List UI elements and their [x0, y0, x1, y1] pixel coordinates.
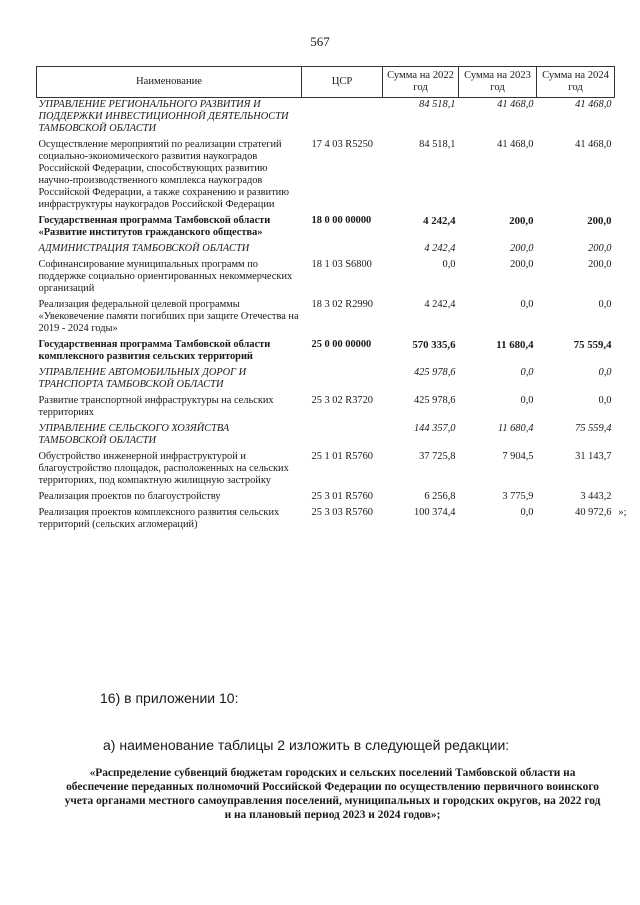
table-row	[37, 138, 615, 214]
row-name: УПРАВЛЕНИЕ АВТОМОБИЛЬНЫХ ДОРОГ И ТРАНСПОРТА ТАМБОВСКОЙ ОБЛАСТИ	[38, 367, 247, 390]
row-sum-2024: 31 143,7	[575, 451, 612, 462]
row-sum-2023: 41 468,0	[497, 139, 534, 150]
row-sum-2022: 0,0	[442, 259, 456, 270]
table-row	[37, 98, 615, 139]
row-name: Софинансирование муниципальных программ по поддержке социально ориентированных некоммерческих организаций	[38, 259, 293, 294]
row-name: УПРАВЛЕНИЕ СЕЛЬСКОГО ХОЗЯЙСТВА ТАМБОВСКОЙ ОБЛАСТИ	[38, 423, 230, 446]
row-csr	[302, 242, 383, 258]
row-sum-2024-last	[537, 506, 627, 534]
row-sum-2023: 200,0	[510, 259, 534, 270]
table-2-heading: «Распределение субвенций бюджетам городских и сельских поселений Тамбовской области на обеспечение переданных полномочий Российской Федерации по осуществлению первичного воинского учета органами местного самоуправления поселений, муниципальных и городских округов, на 2022 год и на плановый период 2023 и 2024 годов»;	[64, 767, 601, 821]
row-csr	[302, 422, 383, 450]
table-row	[37, 258, 615, 298]
row-sum-2023: 41 468,0	[497, 99, 534, 110]
table-row	[37, 394, 615, 422]
row-sum-2024: 40 972,6	[575, 507, 612, 518]
row-sum-2023: 0,0	[520, 299, 534, 310]
row-name: Государственная программа Тамбовской области «Развитие институтов гражданского общества»	[38, 215, 271, 238]
table-row	[37, 366, 615, 394]
row-name: Реализация федеральной целевой программы «Увековечение памяти погибших при защите Отечества на 2019 - 2024 годы»	[38, 299, 299, 334]
row-csr: 18 1 03 S6800	[311, 259, 372, 270]
table-row	[37, 450, 615, 490]
row-sum-2023: 11 680,4	[497, 423, 534, 434]
row-sum-2022: 425 978,6	[413, 367, 456, 378]
table-row	[37, 490, 615, 506]
row-csr	[302, 98, 383, 139]
row-csr: 25 0 00 00000	[311, 339, 372, 350]
row-sum-2024: 200,0	[588, 259, 612, 270]
closing-mark: »;	[618, 507, 627, 518]
row-sum-2023: 0,0	[520, 367, 534, 378]
row-name: УПРАВЛЕНИЕ РЕГИОНАЛЬНОГО РАЗВИТИЯ И ПОДДЕРЖКИ ИНВЕСТИЦИОННОЙ ДЕЯТЕЛЬНОСТИ ТАМБОВСКОЙ ОБЛАСТИ	[38, 99, 289, 134]
row-sum-2024: 200,0	[587, 215, 612, 227]
row-name: Реализация проектов комплексного развития сельских территорий (сельских агломераций)	[38, 507, 280, 530]
row-csr: 17 4 03 R5250	[311, 139, 373, 150]
row-sum-2024: 0,0	[598, 367, 612, 378]
row-sum-2022: 570 335,6	[412, 339, 456, 351]
row-csr: 25 1 01 R5760	[311, 451, 373, 462]
row-sum-2024: 200,0	[588, 243, 612, 254]
row-sum-2023: 0,0	[520, 507, 534, 518]
page-number: 567	[310, 34, 330, 49]
row-sum-2022: 84 518,1	[419, 99, 456, 110]
row-sum-2022: 4 242,4	[424, 243, 456, 254]
row-name: Осуществление мероприятий по реализации стратегий социально-экономического развития наукоградов Российской Федерации, способствующих развитию научно-производственного комплекса наукоградов Российской Федерации, а также сохранению и развитию инфраструктуры наукоградов Российской Федерации	[38, 139, 289, 210]
header-name: Наименование	[37, 67, 302, 98]
row-sum-2022: 4 242,4	[423, 215, 456, 227]
row-sum-2023: 0,0	[520, 395, 534, 406]
table-row	[37, 214, 615, 242]
row-sum-2024: 41 468,0	[575, 139, 612, 150]
table-header	[37, 67, 615, 98]
row-name: Развитие транспортной инфраструктуры на сельских территориях	[38, 395, 274, 418]
row-name: Государственная программа Тамбовской области комплексного развития сельских территорий	[38, 339, 271, 362]
header-sum-2022: Сумма на 2022 год	[383, 67, 459, 98]
header-csr: ЦСР	[302, 67, 383, 98]
item-16: 16) в приложении 10:	[100, 690, 239, 706]
row-sum-2023: 200,0	[509, 215, 534, 227]
row-csr: 25 3 03 R5760	[311, 507, 373, 518]
row-sum-2023: 7 904,5	[502, 451, 534, 462]
row-csr: 25 3 01 R5760	[311, 491, 373, 502]
row-csr: 18 3 02 R2990	[311, 299, 373, 310]
table-row	[37, 338, 615, 366]
row-csr: 25 3 02 R3720	[311, 395, 373, 406]
row-sum-2022: 425 978,6	[413, 395, 456, 406]
row-sum-2022: 4 242,4	[424, 299, 456, 310]
row-sum-2022: 6 256,8	[424, 491, 456, 502]
row-name: АДМИНИСТРАЦИЯ ТАМБОВСКОЙ ОБЛАСТИ	[38, 243, 250, 254]
row-sum-2022: 100 374,4	[413, 507, 456, 518]
row-sum-2022: 144 357,0	[413, 423, 456, 434]
row-sum-2022: 84 518,1	[419, 139, 456, 150]
table-row	[37, 298, 615, 338]
item-a: а) наименование таблицы 2 изложить в следующей редакции:	[103, 737, 510, 753]
table-row	[37, 422, 615, 450]
row-name: Реализация проектов по благоустройству	[38, 491, 221, 502]
row-sum-2023: 3 775,9	[502, 491, 534, 502]
header-sum-2024: Сумма на 2024 год	[537, 67, 615, 98]
table-row	[37, 242, 615, 258]
row-sum-2023: 200,0	[510, 243, 534, 254]
row-sum-2024: 75 559,4	[575, 423, 612, 434]
row-csr	[302, 366, 383, 394]
row-csr: 18 0 00 00000	[311, 215, 372, 226]
header-sum-2023: Сумма на 2023 год	[459, 67, 537, 98]
row-sum-2024: 0,0	[598, 395, 612, 406]
row-sum-2024: 41 468,0	[575, 99, 612, 110]
row-sum-2022: 37 725,8	[419, 451, 456, 462]
row-sum-2023: 11 680,4	[496, 339, 534, 351]
budget-table	[36, 66, 627, 534]
row-sum-2024: 75 559,4	[573, 339, 612, 351]
row-sum-2024: 3 443,2	[580, 491, 612, 502]
row-name: Обустройство инженерной инфраструктурой и благоустройство площадок, расположенных на сельских территориях, под компактную жилищную застройку	[38, 451, 289, 486]
row-sum-2024: 0,0	[598, 299, 612, 310]
table-row	[37, 506, 615, 534]
